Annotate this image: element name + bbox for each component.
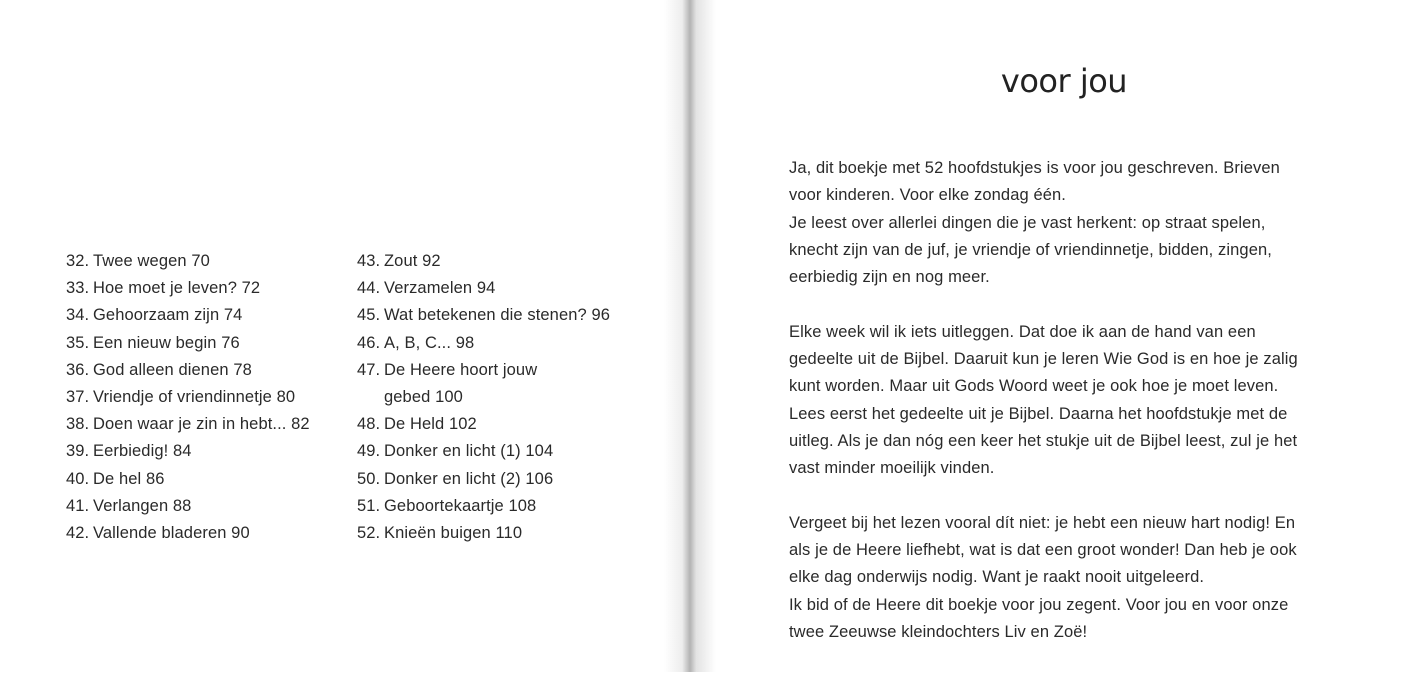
text-line: vast minder moeilijk vinden. [789,459,995,478]
toc-item [357,493,657,520]
toc-item [357,438,657,465]
text-line: Je leest over allerlei dingen die je vast herkent: op straat spelen, [789,213,1266,232]
toc-title: Eerbiedig! 84 [93,442,192,461]
toc-column-2 [357,248,657,547]
paragraph [789,510,1369,646]
toc-number: 32. [66,252,90,270]
toc-title: Gehoorzaam zijn 74 [93,306,243,325]
toc-number: 44. [357,279,381,298]
toc-title: God alleen dienen 78 [93,360,252,379]
toc-item [357,330,657,357]
toc-item [66,493,346,520]
text-line: eerbiedig zijn en nog meer. [789,268,990,287]
text-line: Ja, dit boekje met 52 hoofdstukjes is voor jou geschreven. Brieven [789,159,1280,177]
toc-item [66,275,346,302]
toc-item [66,357,346,384]
toc-title: A, B, C... 98 [384,333,475,352]
toc-number: 39. [66,442,90,461]
toc-title: Wat betekenen die stenen? 96 [384,306,611,325]
toc-number: 43. [357,252,381,270]
toc-title: Doen waar je zin in hebt... 82 [93,415,310,434]
toc-item [66,248,346,275]
toc-number: 51. [357,496,381,515]
text-line: Ik bid of de Heere dit boekje voor jou zegent. Voor jou en voor onze [789,595,1289,614]
toc-title: Een nieuw begin 76 [93,333,240,352]
toc-item [66,438,346,465]
toc-item [66,520,346,547]
toc-item [66,466,346,493]
toc-number: 37. [66,388,90,407]
toc-title: Vallende bladeren 90 [93,524,250,543]
toc-title: De Held 102 [384,415,477,434]
text-line: als je de Heere liefhebt, wat is dat een groot wonder! Dan heb je ook [789,541,1297,560]
toc-item [66,330,346,357]
toc-title: Geboortekaartje 108 [384,496,537,515]
toc-title: Donker en licht (1) 104 [384,442,554,461]
toc-item [357,275,657,302]
toc-number: 42. [66,524,90,543]
text-line: elke dag onderwijs nodig. Want je raakt nooit uitgeleerd. [789,568,1205,587]
text-line: Elke week wil ik iets uitleggen. Dat doe ik aan de hand van een [789,322,1256,341]
text-line: twee Zeeuwse kleindochters Liv en Zoë! [789,623,1088,642]
text-line: uitleg. Als je dan nóg een keer het stukje uit de Bijbel leest, zul je het [789,431,1298,450]
toc-number: 45. [357,306,381,325]
toc-item [357,357,657,411]
toc-number: 46. [357,333,381,352]
text-line: voor kinderen. Voor elke zondag één. [789,186,1066,205]
toc-number: 47. [357,360,381,379]
toc-item [357,411,657,438]
toc-item [66,411,346,438]
toc-title: De hel 86 [93,469,165,488]
toc-number: 48. [357,415,381,434]
toc-title: Verzamelen 94 [384,279,496,298]
toc-title: Vriendje of vriendinnetje 80 [93,388,296,407]
toc-title: Donker en licht (2) 106 [384,469,554,488]
toc-column-1 [66,248,346,547]
toc-number: 35. [66,333,90,352]
text-line: knecht zijn van de juf, je vriendje of vriendinnetje, bidden, zingen, [789,240,1272,259]
toc-title: Twee wegen 70 [93,252,210,270]
toc-number: 36. [66,360,90,379]
toc-item [357,248,657,275]
paragraph [789,155,1369,291]
text-line: Vergeet bij het lezen vooral dít niet: je hebt een nieuw hart nodig! En [789,513,1296,532]
page-title: voor jou [1000,62,1128,100]
toc-number: 38. [66,415,90,434]
toc-number: 41. [66,496,90,515]
text-line: gedeelte uit de Bijbel. Daaruit kun je leren Wie God is en hoe je zalig [789,350,1298,369]
text-line: kunt worden. Maar uit Gods Woord weet je ook hoe je moet leven. [789,377,1279,396]
toc-number: 40. [66,469,90,488]
toc-item [66,384,346,411]
paragraph [789,319,1369,483]
toc-item [357,302,657,329]
toc-number: 52. [357,524,381,543]
toc-title: De Heere hoort jouw gebed 100 [384,360,538,407]
toc-item [357,466,657,493]
body-text [789,155,1369,674]
toc-item [357,520,657,547]
toc-number: 50. [357,469,381,488]
left-page [0,0,690,672]
toc-number: 33. [66,279,90,298]
toc-title: Knieën buigen 110 [384,524,523,543]
toc-title: Hoe moet je leven? 72 [93,279,261,298]
toc-title: Zout 92 [384,252,441,270]
toc-number: 34. [66,306,90,325]
book-gutter-shadow [664,0,716,672]
toc-title: Verlangen 88 [93,496,192,515]
toc-number: 49. [357,442,381,461]
text-line: Lees eerst het gedeelte uit je Bijbel. Daarna het hoofdstukje met de [789,404,1288,423]
toc-item [66,302,346,329]
right-page [706,0,1402,672]
